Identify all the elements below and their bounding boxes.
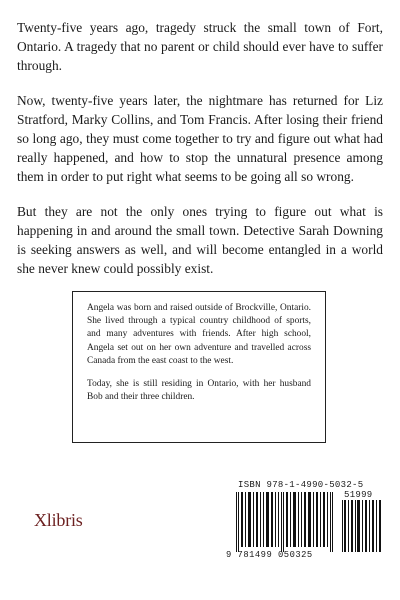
isbn-label: ISBN 978-1-4990-5032-5 (238, 480, 364, 490)
barcode-digits: 9 781499 050325 (226, 550, 313, 560)
publisher-logo: Xlibris (34, 510, 83, 530)
price-code: 51999 (344, 490, 373, 500)
author-bio-paragraph-1: Angela was born and raised outside of Brockville, Ontario. She lived through a typical country childhood of sports, and many adventures with friends. After high school, Angela set out on her own adventure and travelled across Canada from the east coast to the west. (87, 303, 311, 366)
price-addon-bars (342, 500, 382, 552)
blurb-paragraph-2: Now, twenty-five years later, the nightmare has returned for Liz Stratford, Marky Collins, and Tom Francis. After losing their friend so long ago, they must come together to try and figure out what had really happened, and how to stop the unnatural presence among them in order to put right what seems to be going all so wrong. (17, 93, 383, 184)
isbn-barcode (226, 480, 382, 576)
blurb-paragraph-1: Twenty-five years ago, tragedy struck the small town of Fort, Ontario. A tragedy that no parent or child should ever have to suffer through. (17, 20, 383, 73)
ean-barcode-bars (234, 492, 338, 552)
blurb-paragraph-3: But they are not the only ones trying to figure out what is happening in and around the small town. Detective Sarah Downing is seeking answers as well, and will become entangled in a world she never knew could possibly exist. (17, 204, 383, 276)
author-bio-paragraph-2: Today, she is still residing in Ontario, with her husband Bob and their three children. (87, 379, 311, 403)
author-bio-box (72, 291, 326, 443)
back-cover-blurb (17, 18, 383, 294)
